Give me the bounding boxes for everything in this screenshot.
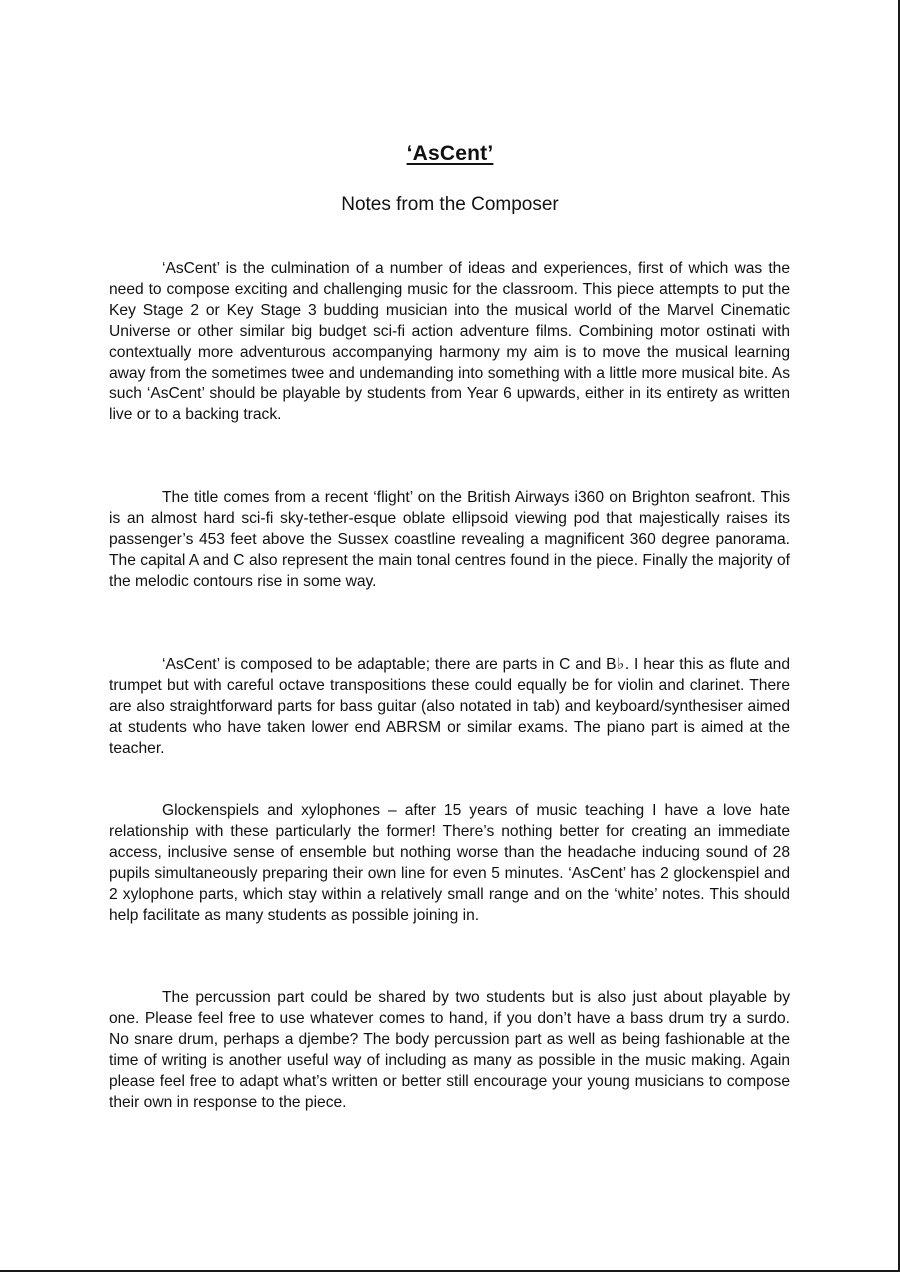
paragraph-glockenspiels: Glockenspiels and xylophones – after 15 years of music teaching I have a love hate relationship with these particularly the former! There’s nothing better for creating an immediate access, inclusive sense of ensemble but nothing worse than the headache inducing sound of 28 pupils simultaneously preparing their own line for even 5 minutes. ‘AsCent’ has 2 glockenspiel and 2 xylophone parts, which stay within a relatively small range and on the ‘white’ notes. This should help facilitate as many students as possible joining in.: [109, 802, 790, 924]
page-subtitle: Notes from the Composer: [341, 194, 559, 215]
paragraph-adaptability: ‘AsCent’ is composed to be adaptable; there are parts in C and B♭. I hear this as flute and trumpet but with careful octave transpositions these could equally be for violin and clarinet. There are also straightforward parts for bass guitar (also notated in tab) and keyboard/synthesiser aimed at students who have taken lower end ABRSM or similar exams. The piano part is aimed at the teacher.: [109, 656, 790, 757]
paragraph-title-origin: The title comes from a recent ‘flight’ on the British Airways i360 on Brighton seafront. This is an almost hard sci-fi sky-tether-esque oblate ellipsoid viewing pod that majestically raises its passenger’s 453 feet above the Sussex coastline revealing a magnificent 360 degree panorama. The capital A and C also represent the main tonal centres found in the piece. Finally the majority of the melodic contours rise in some way.: [109, 489, 790, 590]
paragraph-intro: ‘AsCent’ is the culmination of a number of ideas and experiences, first of which was the need to compose exciting and challenging music for the classroom. This piece attempts to put the Key Stage 2 or Key Stage 3 budding musician into the musical world of the Marvel Cinematic Universe or other similar big budget sci-fi action adventure films. Combining motor ostinati with contextually more adventurous accompanying harmony my aim is to move the musical learning away from the sometimes twee and undemanding into something with a little more musical bite. As such ‘AsCent’ should be playable by students from Year 6 upwards, either in its entirety as written live or to a backing track.: [109, 260, 790, 424]
paragraph-percussion: The percussion part could be shared by two students but is also just about playable by one. Please feel free to use whatever comes to hand, if you don’t have a bass drum try a surdo. No snare drum, perhaps a djembe? The body percussion part as well as being fashionable at the time of writing is another useful way of including as many as possible in the music making. Again please feel free to adapt what’s written or better still encourage your young musicians to compose their own in response to the piece.: [109, 989, 790, 1111]
page-title: ‘AsCent’: [406, 142, 494, 165]
